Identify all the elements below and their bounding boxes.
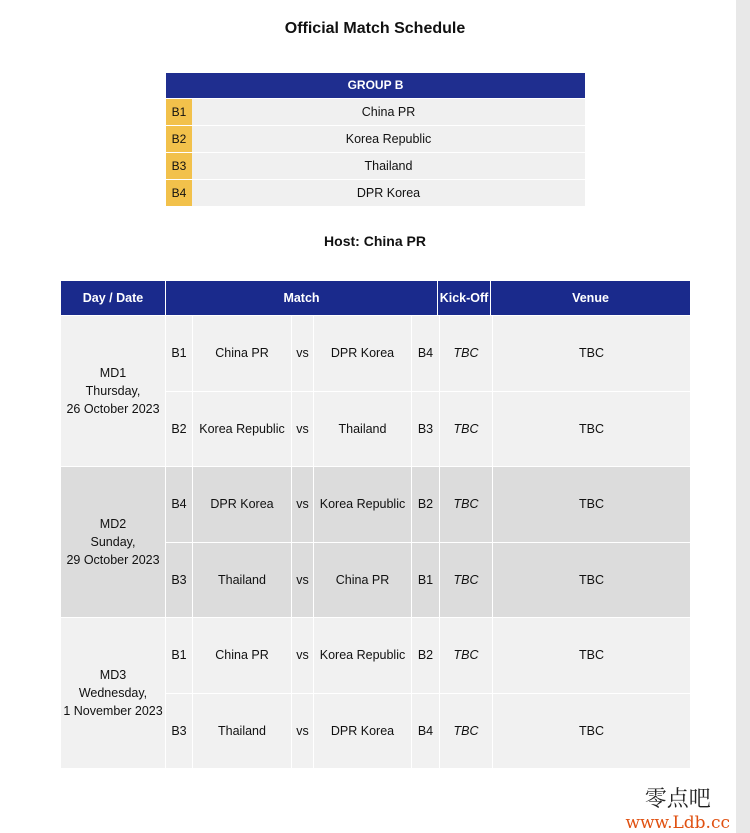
group-row xyxy=(166,179,585,206)
team2-code: B4 xyxy=(412,316,440,391)
team-code: B1 xyxy=(166,99,192,125)
matchday-label: MD2 xyxy=(99,517,127,531)
match-row xyxy=(166,391,690,467)
venue-cell: TBC xyxy=(579,497,604,512)
host-label: Host: China PR xyxy=(324,233,426,249)
team1-code: B4 xyxy=(166,467,193,542)
team2-name: Korea Republic xyxy=(314,467,412,542)
group-header: GROUP B xyxy=(166,73,585,98)
vs-label: vs xyxy=(292,618,314,693)
matchday-date: 29 October 2023 xyxy=(66,553,160,567)
team1-name: Thailand xyxy=(193,694,292,769)
vs-label: vs xyxy=(292,392,314,467)
kickoff-cell: TBC xyxy=(440,618,493,693)
kickoff-cell: TBC xyxy=(440,392,493,467)
team2-name: DPR Korea xyxy=(314,316,412,391)
kickoff-cell: TBC xyxy=(440,694,493,769)
group-table xyxy=(166,73,585,206)
matchday-date: 26 October 2023 xyxy=(66,402,160,416)
matchday-weekday: Wednesday, xyxy=(78,686,148,700)
matchday-date-cell xyxy=(61,618,166,768)
matchday-block xyxy=(61,466,690,617)
team1-name: China PR xyxy=(193,618,292,693)
team-name: DPR Korea xyxy=(356,186,421,200)
matchday-date-cell xyxy=(61,467,166,617)
team2-code: B1 xyxy=(412,543,440,618)
matchday-weekday: Thursday, xyxy=(85,384,141,398)
team-code: B3 xyxy=(166,153,192,179)
watermark xyxy=(625,787,730,833)
matchday-date: 1 November 2023 xyxy=(63,704,163,718)
venue-cell: TBC xyxy=(579,421,604,436)
team1-code: B1 xyxy=(166,618,193,693)
vs-label: vs xyxy=(292,467,314,542)
team2-code: B2 xyxy=(412,618,440,693)
team2-name: Thailand xyxy=(314,392,412,467)
match-row xyxy=(166,618,690,693)
match-row xyxy=(166,693,690,769)
kickoff-cell: TBC xyxy=(440,316,493,391)
vs-label: vs xyxy=(292,316,314,391)
team-name: China PR xyxy=(361,105,416,119)
matchday-label: MD3 xyxy=(99,668,127,682)
team1-name: DPR Korea xyxy=(193,467,292,542)
watermark-chinese: 零点吧 xyxy=(644,787,711,812)
team1-code: B3 xyxy=(166,543,193,618)
team1-code: B3 xyxy=(166,694,193,769)
page-edge xyxy=(736,0,750,833)
group-row xyxy=(166,125,585,152)
header-venue: Venue xyxy=(572,291,609,305)
matchday-weekday: Sunday, xyxy=(90,535,136,549)
team2-name: Korea Republic xyxy=(314,618,412,693)
match-row xyxy=(166,316,690,391)
matchday-block xyxy=(61,617,690,768)
team1-code: B1 xyxy=(166,316,193,391)
venue-cell: TBC xyxy=(579,346,604,361)
team2-code: B4 xyxy=(412,694,440,769)
team1-name: China PR xyxy=(193,316,292,391)
header-kickoff: Kick-Off xyxy=(438,281,491,315)
header-match: Match xyxy=(166,281,438,315)
venue-cell: TBC xyxy=(579,723,604,738)
match-row xyxy=(166,542,690,618)
page-title: Official Match Schedule xyxy=(284,20,466,37)
team2-code: B2 xyxy=(412,467,440,542)
venue-cell: TBC xyxy=(579,648,604,663)
venue-cell: TBC xyxy=(579,572,604,587)
kickoff-cell: TBC xyxy=(440,543,493,618)
group-row xyxy=(166,98,585,125)
schedule-table xyxy=(61,281,690,768)
matchday-block xyxy=(61,315,690,466)
schedule-header xyxy=(61,281,690,315)
group-row xyxy=(166,152,585,179)
team2-name: DPR Korea xyxy=(314,694,412,769)
vs-label: vs xyxy=(292,694,314,769)
team-code: B4 xyxy=(166,180,192,206)
team1-name: Korea Republic xyxy=(193,392,292,467)
team1-code: B2 xyxy=(166,392,193,467)
watermark-url: www.Ldb.cc xyxy=(625,813,730,833)
vs-label: vs xyxy=(292,543,314,618)
match-row xyxy=(166,467,690,542)
team-name: Korea Republic xyxy=(345,132,432,146)
matchday-date-cell xyxy=(61,316,166,466)
team-name: Thailand xyxy=(364,159,413,173)
matchday-label: MD1 xyxy=(99,366,127,380)
kickoff-cell: TBC xyxy=(440,467,493,542)
header-day: Day / Date xyxy=(61,281,166,315)
team1-name: Thailand xyxy=(193,543,292,618)
team2-code: B3 xyxy=(412,392,440,467)
team2-name: China PR xyxy=(314,543,412,618)
team-code: B2 xyxy=(166,126,192,152)
